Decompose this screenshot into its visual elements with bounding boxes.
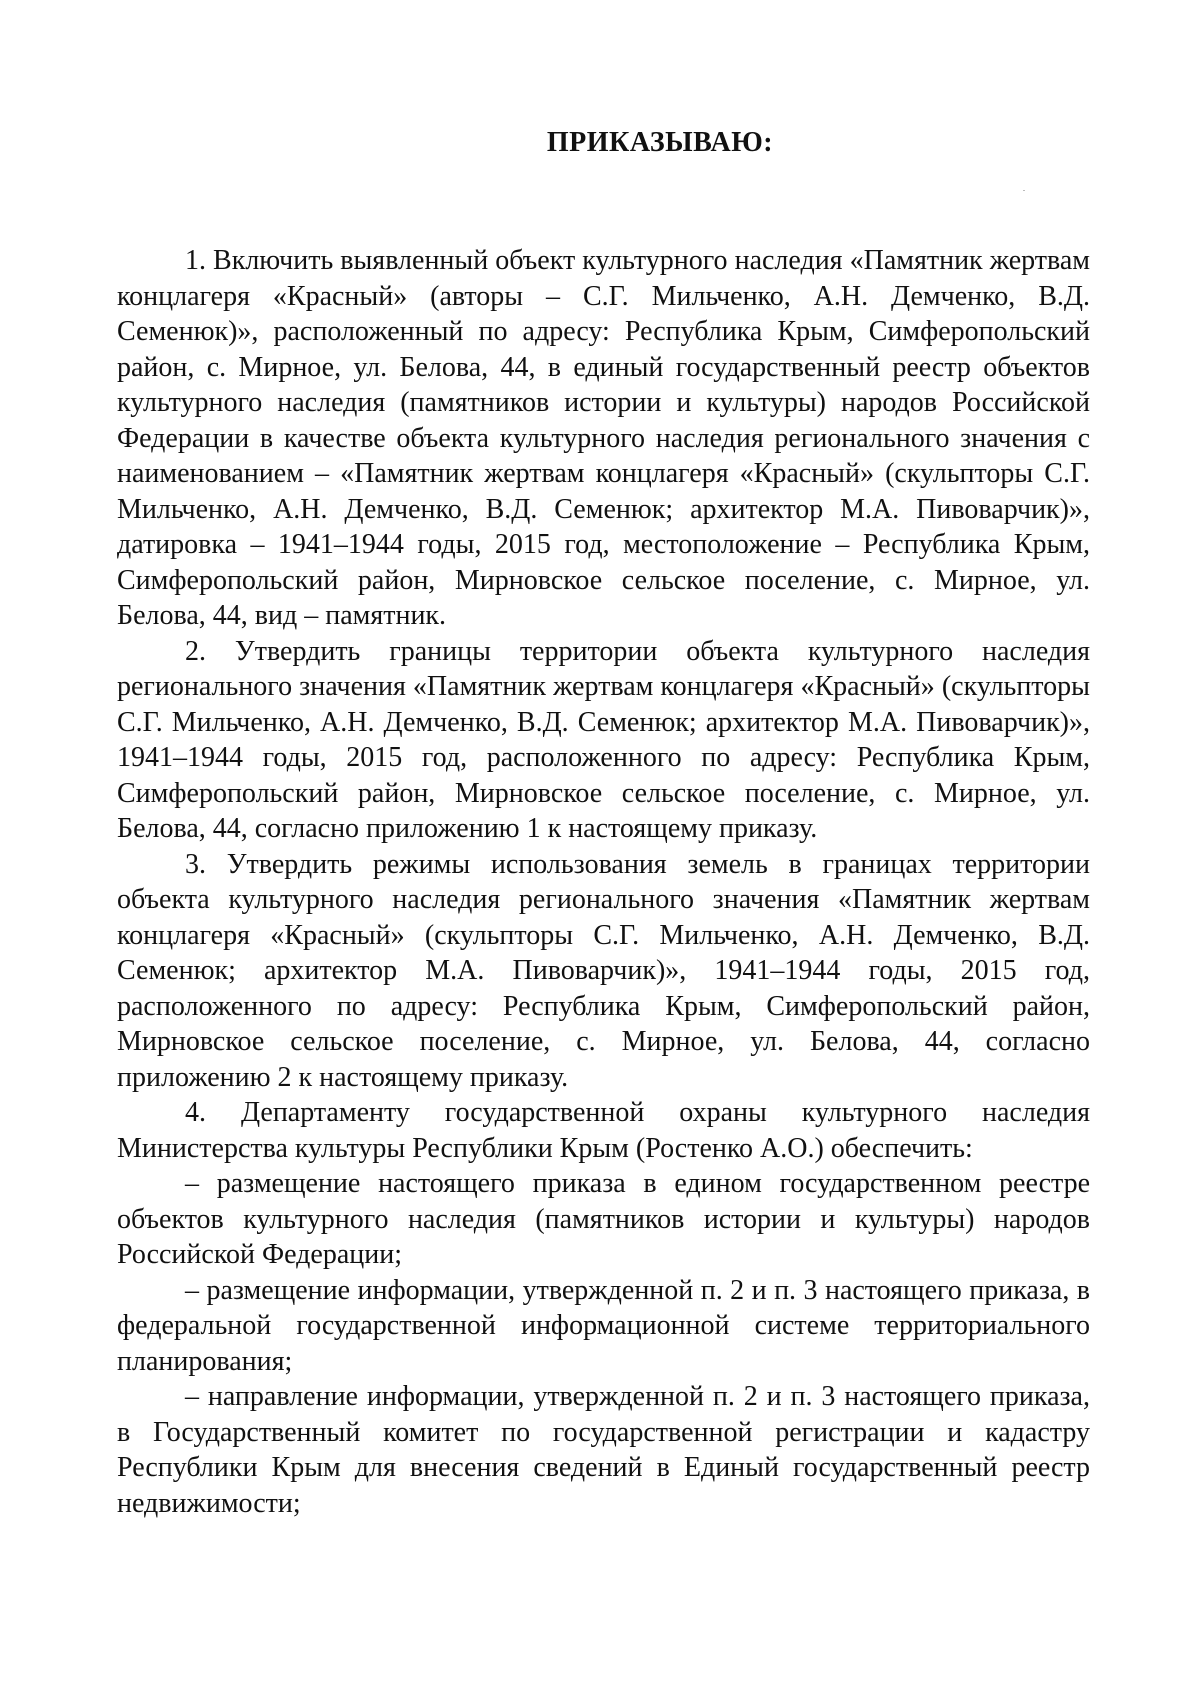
order-subitem-cadastre: – направление информации, утвержденной п. 2 и п. 3 настоящего приказа, в Государственный комитет по государственной регистрации и кадастру Республики Крым для внесения сведений в Единый государственный реестр недвижимости; <box>117 1381 1090 1519</box>
order-subitem-registry: – размещение настоящего приказа в едином государственном реестре объектов культурного наследия (памятников истории и культуры) народов Российской Федерации; <box>117 1168 1090 1270</box>
order-subitem-fgis: – размещение информации, утвержденной п. 2 и п. 3 настоящего приказа, в федеральной государственной информационной системе территориального планирования; <box>117 1274 1090 1377</box>
order-item-2: 2. Утвердить границы территории объекта культурного наследия регионального значения «Памятник жертвам концлагеря «Красный» (скульпторы С.Г. Мильченко, А.Н. Демченко, В.Д. Семенюк; архитектор М.А. Пивоварчик)», 1941–1944 годы, 2015 год, расположенного по адресу: Республика Крым, Симферопольский район, Мирновское сельское поселение, с. Мирное, ул. Белова, 44, согласно приложению 1 к настоящему приказу. <box>117 635 1090 844</box>
order-item-4: 4. Департаменту государственной охраны культурного наследия Министерства культуры Республики Крым (Ростенко А.О.) обеспечить: <box>117 1097 1090 1164</box>
order-body <box>117 243 1090 1521</box>
order-item-1: 1. Включить выявленный объект культурного наследия «Памятник жертвам концлагеря «Красный» (авторы – С.Г. Мильченко, А.Н. Демченко, В.Д. Семенюк)», расположенный по адресу: Республика Крым, Симферопольский район, с. Мирное, ул. Белова, 44, в единый государственный реестр объектов культурного наследия (памятников истории и культуры) народов Российской Федерации в качестве объекта культурного наследия регионального значения с наименованием – «Памятник жертвам концлагеря «Красный» (скульпторы С.Г. Мильченко, А.Н. Демченко, В.Д. Семенюк; архитектор М.А. Пивоварчик)», датировка – 1941–1944 годы, 2015 год, местоположение – Республика Крым, Симферопольский район, Мирновское сельское поселение, с. Мирное, ул. Белова, 44, вид – памятник. <box>117 245 1090 631</box>
page-heading: ПРИКАЗЫВАЮ: <box>546 127 774 158</box>
order-item-3: 3. Утвердить режимы использования земель в границах территории объекта культурного наследия регионального значения «Памятник жертвам концлагеря «Красный» (скульпторы С.Г. Мильченко, А.Н. Демченко, В.Д. Семенюк; архитектор М.А. Пивоварчик)», 1941–1944 годы, 2015 год, расположенного по адресу: Республика Крым, Симферопольский район, Мирновское сельское поселение, с. Мирное, ул. Белова, 44, согласно приложению 2 к настоящему приказу. <box>117 848 1090 1093</box>
scan-speck <box>1023 190 1025 191</box>
